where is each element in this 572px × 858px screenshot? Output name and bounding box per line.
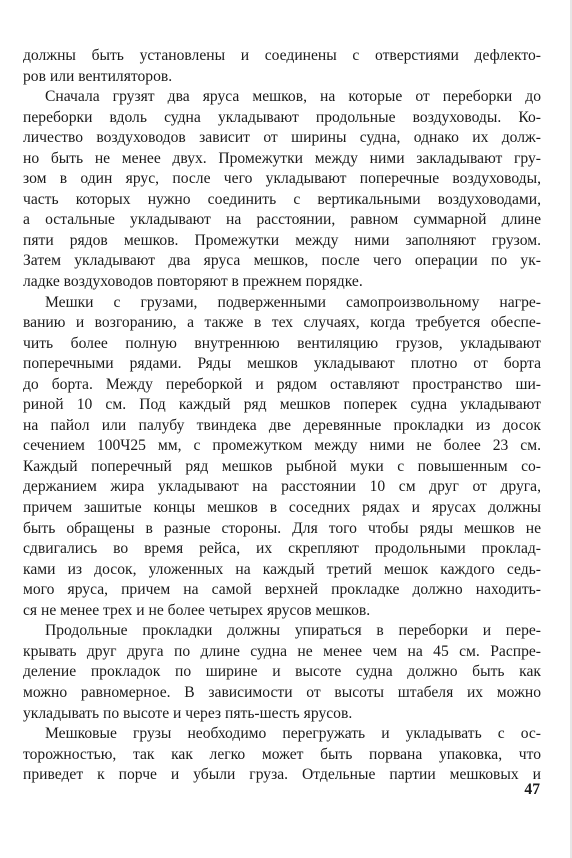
text-line: укладывать по высоте и через пять-шесть ярусов. xyxy=(23,704,353,722)
text-line: до борта. Между переборкой и рядом оставляют пространство ши- xyxy=(23,375,541,393)
text-line: а остальные укладывают на расстоянии, равном суммарной длине xyxy=(23,211,541,229)
text-line: чить более полную внутреннюю вентиляцию грузов, укладывают xyxy=(23,334,541,352)
text-line: Каждый поперечный ряд мешков рыбной муки с повышенным со- xyxy=(23,457,541,475)
text-line: деление прокладок по ширине и высоте судна должно быть как xyxy=(23,663,541,681)
text-line: часть которых нужно соединить с вертикальными воздуховодами, xyxy=(23,190,541,208)
text-line: переборки вдоль судна укладывают продольные воздуховоды. Ко- xyxy=(23,108,541,126)
text-line: можно равномерное. В зависимости от высоты штабеля их можно xyxy=(23,683,541,701)
text-line: но быть не менее двух. Промежутки между ними закладывают гру- xyxy=(23,149,541,167)
text-line: Сначала грузят два яруса мешков, на которые от переборки до xyxy=(45,88,541,106)
text-line: Продольные прокладки должны упираться в переборки и пере- xyxy=(45,622,541,640)
text-line: Затем укладывают два яруса мешков, после чего операции по ук- xyxy=(23,252,541,270)
text-line: сдвигались во время рейса, их скрепляют продольными проклад- xyxy=(23,540,541,558)
text-line: ров или вентиляторов. xyxy=(23,67,173,85)
text-line: быть обращены в разные стороны. Для того чтобы ряды мешков не xyxy=(23,519,541,537)
text-line: поперечными рядами. Ряды мешков укладывают плотно от борта xyxy=(23,355,541,373)
text-line: сечением 100Ч25 мм, с промежутком между ними не более 23 см. xyxy=(23,437,541,455)
page-body xyxy=(23,46,541,786)
text-line: ладке воздуховодов повторяют в прежнем порядке. xyxy=(23,273,363,291)
page-number: 47 xyxy=(524,781,540,798)
text-line: причем зашитые концы мешков в соседних рядах и ярусах должны xyxy=(23,499,541,517)
text-line: Мешки с грузами, подверженными самопроизвольному нагре- xyxy=(45,293,541,311)
text-line: ками из досок, уложенных на каждый третий мешок каждого седь- xyxy=(23,560,541,578)
text-line: личество воздуховодов зависит от ширины судна, однако их долж- xyxy=(23,129,541,147)
text-line: держанием жира укладывают на расстоянии 10 см друг от друга, xyxy=(23,478,541,496)
text-line: ся не менее трех и не более четырех ярусов мешков. xyxy=(23,601,371,619)
text-line: Мешковые грузы необходимо перегружать и укладывать с ос- xyxy=(45,725,541,743)
text-line: на пайол или палубу твиндека две деревянные прокладки из досок xyxy=(23,416,541,434)
text-line: зом в один ярус, после чего укладывают поперечные воздуховоды, xyxy=(23,170,541,188)
text-line: торожностью, так как легко может быть порвана упаковка, что xyxy=(23,745,541,763)
text-line: пяти рядов мешков. Промежутки между ними заполняют грузом. xyxy=(23,231,541,249)
text-line: должны быть установлены и соединены с отверстиями дефлекто- xyxy=(23,47,541,64)
text-line: ванию и возгоранию, а также в тех случаях, когда требуется обеспе- xyxy=(23,314,541,332)
text-line: мого яруса, причем на самой верхней прокладке должно находить- xyxy=(23,581,541,599)
text-line: крывать друг друга по длине судна не менее чем на 45 см. Распре- xyxy=(23,642,541,660)
text-line: приведет к порче и убыли груза. Отдельные партии мешковых и xyxy=(23,766,541,784)
text-line: риной 10 см. Под каждый ряд мешков поперек судна укладывают xyxy=(23,396,541,414)
